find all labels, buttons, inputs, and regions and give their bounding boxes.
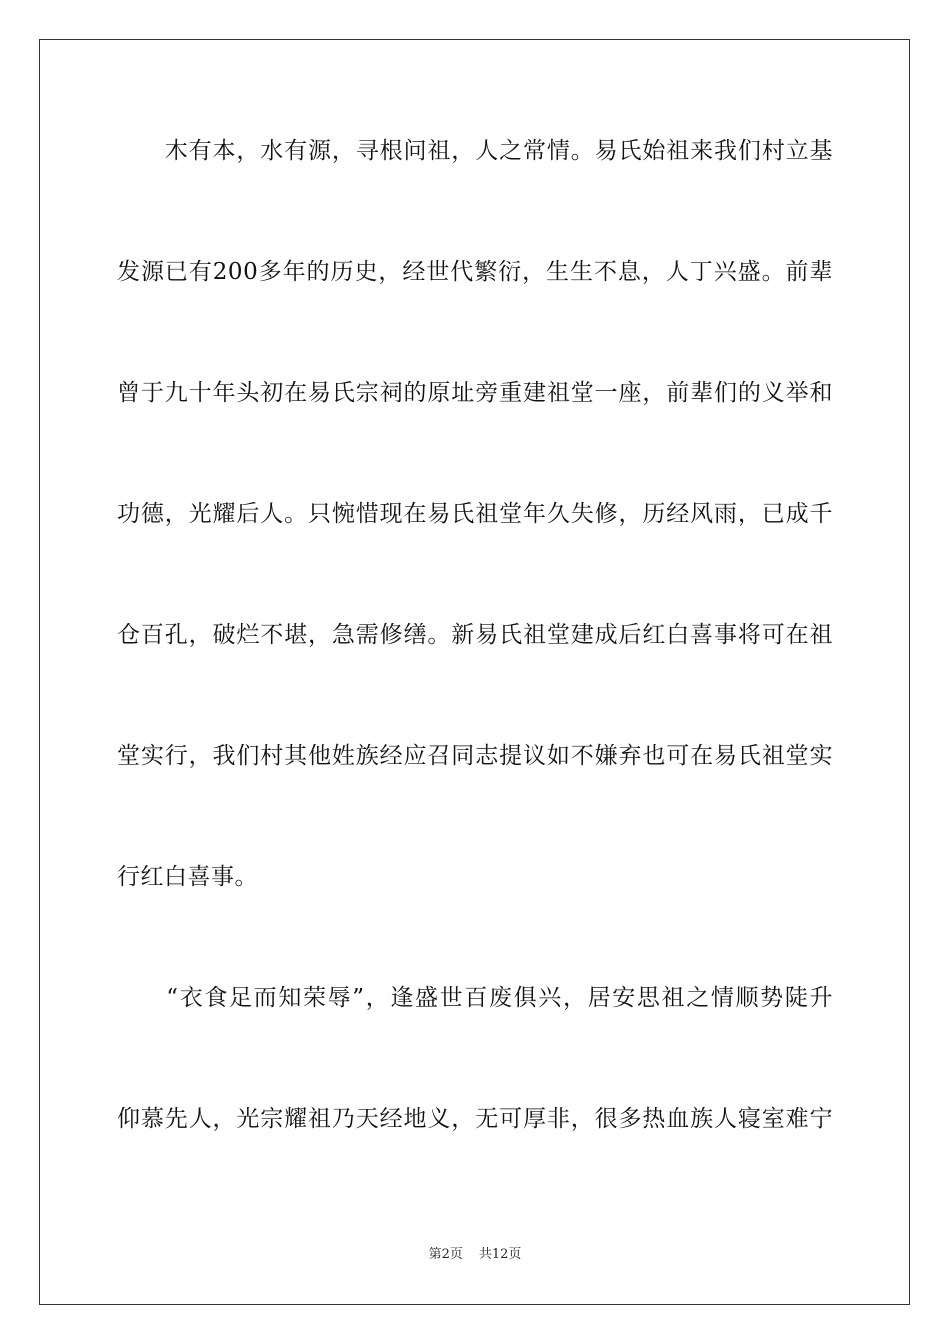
body-text-line: 仓百孔，破烂不堪，急需修缮。新易氏祖堂建成后红白喜事将可在祖 <box>117 622 833 648</box>
body-text-line: 发源已有200多年的历史，经世代繁衍，生生不息，人丁兴盛。前辈 <box>117 259 833 285</box>
body-text-line: 功德，光耀后人。只惋惜现在易氏祖堂年久失修，历经风雨，已成千 <box>117 501 833 527</box>
page-number: 第2页 <box>428 1247 463 1262</box>
page-total: 共12页 <box>478 1247 522 1262</box>
body-text-line: “衣食足而知荣辱”，逢盛世百废俱兴，居安思祖之情顺势陡升 <box>117 985 833 1011</box>
body-text-line: 曾于九十年头初在易氏宗祠的原址旁重建祖堂一座，前辈们的义举和 <box>117 380 833 406</box>
body-text-line: 堂实行，我们村其他姓族经应召同志提议如不嫌弃也可在易氏祖堂实 <box>117 743 833 769</box>
body-text-line: 仰慕先人，光宗耀祖乃天经地义，无可厚非，很多热血族人寝室难宁 <box>117 1106 833 1132</box>
body-text-line: 木有本，水有源，寻根问祖，人之常情。易氏始祖来我们村立基 <box>117 138 833 164</box>
page-footer <box>0 1246 950 1264</box>
body-text-line: 行红白喜事。 <box>117 864 258 890</box>
